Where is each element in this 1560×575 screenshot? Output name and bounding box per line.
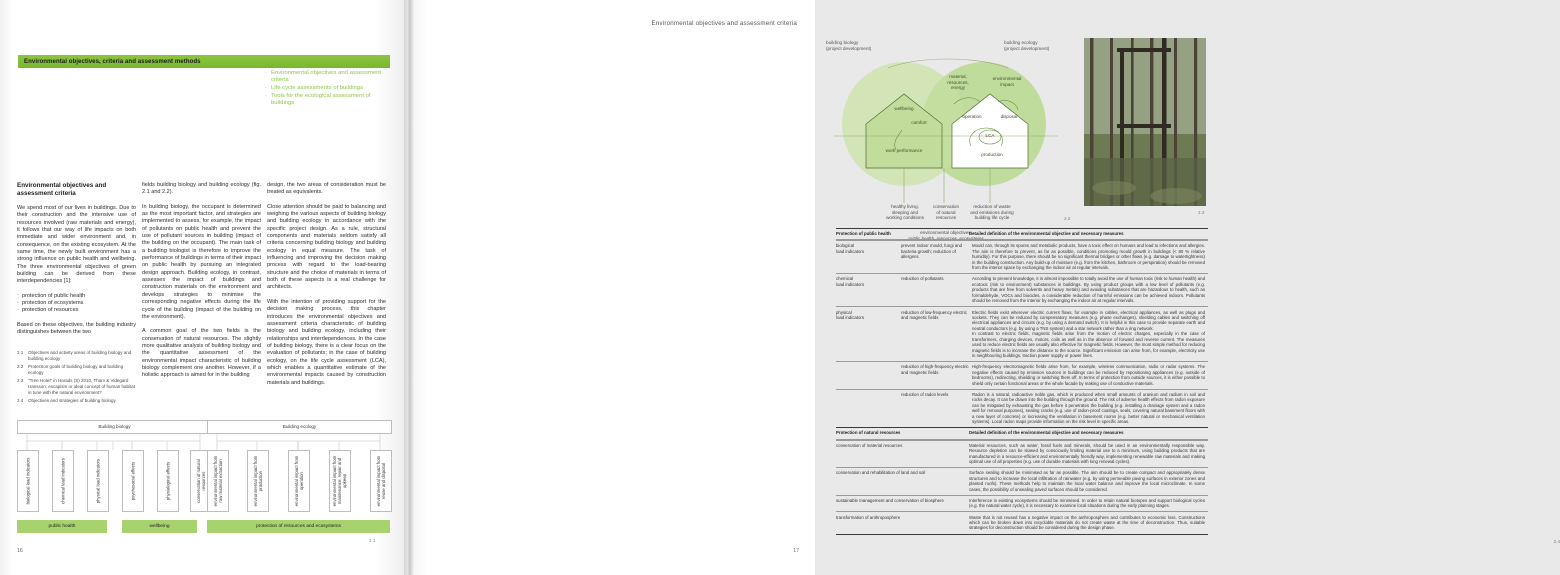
- table-cell-criterion: conservation and rehabilitation of land and soil: [836, 470, 926, 476]
- table-cell-criterion: conservation of material resources: [836, 442, 903, 448]
- group-title-building-biology: [17, 420, 212, 434]
- table-row: [836, 306, 1208, 361]
- figure-2-1-diagram: [17, 420, 390, 543]
- caption-number: 2.3: [17, 378, 24, 383]
- venn-label-building-ecology: building ecology (project development): [1004, 40, 1050, 51]
- table-cell-definition: Electric fields exist wherever electric current flows, for example in cables, electrical appliances, as well as plugs and sockets. They can be reduced by compensatory measures (e.g. phase exchanges), shielding cables and switching off electrical appliances and circuits (e.g. by using a demand switch). It is helpful in this case to provide separate earth and neutral conductors (e.g. by using a TNS system) and a star network rather than a ring network. In contrast to electric fields, magnetic fields arise from the motion of electric charges, especially in the case of transformers, charging devices, motors, coils as well as in the absence of forward and reverse current. The measures used to reduce electric fields are usually also effective for magnetic fields. However, the most simple method for reducing magnetic fields is to increase the distance to the source. Significant emission can arise from, for example, electricity use in neighbouring buildings, traction power supply or power lines.: [972, 309, 1205, 359]
- table-cell-criterion: sustainable management and conservation of biosphere: [836, 497, 944, 503]
- figure-box: [370, 450, 392, 512]
- figure-box: [87, 450, 109, 512]
- figure-box-label: chemical load indicators: [60, 458, 66, 504]
- chapter-toc-item: · Environmental objectives and assessment criteria: [265, 70, 395, 85]
- table-header-cell: Protection of natural resources: [836, 430, 901, 436]
- paragraph: Close attention should be paid to balancing and weighing the various aspects of building biology and building ecology in accordance with the specific project design. As a rule, structural components and materials seldom satisfy all criteria concerning building biology and building ecology in equal measure. The task of influencing and improving the decision making process with regard to the load-bearing structure and the choice of materials in terms of both of these aspects is a real challenge for architects.: [267, 203, 386, 291]
- paragraph: We spend most of our lives in buildings. Due to their construction and the intensive use of resources involved (raw materials and energy), it follows that our way of life impacts on both immediate and wider environment and, in consequence, on the existing ecosystem. At the same time, the newly built environment has a strong influence on public health and wellbeing. The three environmental objectives of green building can be derived from these interdependencies [1]:: [17, 205, 136, 285]
- green-bar-resources-ecosystems: [207, 520, 390, 533]
- figure-box: [288, 450, 310, 512]
- figure-number: 2.3: [1198, 210, 1205, 215]
- table-cell-definition: Mould can, through its spores and metabolic products, have a toxic effect on humans and lead to infections and allergies. The aim is therefore to prevent, as far as possible, conditions promoting mould growth in buildings (< 80 % relative humidity). For this purpose, there should be no significant thermal bridges or other flaws (e.g. damage to watertightness) in the building construction. Any build-up of moisture (e.g. from the kitchen, bathroom or perspiration) should be removed from the interior space by exchanging the indoor air at regular intervals.: [972, 243, 1205, 271]
- venn-inner-production: production: [981, 152, 1003, 157]
- table-cell-criterion: biological load indicators: [836, 243, 865, 254]
- table-cell-definition: Waste that is not reused has a negative impact on the anthroposphere and contributes to economic loss. Constructions which can be broken down into recyclable materials do not create waste at the time of deconstruction. Thus, suitable strategies for deconstruction should be considered during the design phase.: [969, 514, 1205, 531]
- figure-box: [157, 450, 179, 512]
- right-page: [408, 0, 1560, 575]
- table-cell-measure: reduction of low-frequency electric and magnetic fields: [901, 309, 967, 320]
- figure-box: [122, 450, 144, 512]
- table-row: [836, 361, 1208, 389]
- table-number: 2.4: [1553, 538, 1560, 544]
- caption-text: "Tree Hotel" in Harads (S) 2010, Tham & Videgard Hansson: escapism or ideal concept of human habitat in tune with the natural environment?: [28, 378, 136, 395]
- venn-inner-comfort: comfort: [911, 120, 927, 125]
- venn-inner-lca: LCA: [985, 133, 995, 138]
- paragraph: In building biology, the occupant is determined as the most important factor, and strategies are implemented to assess, for example, the impact of pollutants on public health and prevent the use of pollutant sources in building (impact of the building on the occupant). The main task of a building biologist is therefore to improve the performance of buildings in terms of their impact on public health by pursuing an integrated design approach. Building ecology, in contrast, assesses the impact of buildings and construction materials on the environment and develops strategies to minimise the corresponding negative effects during the life cycle of the building (impact of the building on the environment).: [142, 203, 261, 320]
- caption-number: 2.2: [17, 364, 24, 369]
- figure-box: [52, 450, 74, 512]
- figure-number: 2.2: [1064, 216, 1071, 221]
- table-row: [836, 511, 1208, 534]
- figure-box-label: environmental impact from maintenance, repair and upkeep: [332, 455, 348, 507]
- chapter-title-bar: [18, 55, 390, 68]
- figure-box-label: environmental impact from reuse and disposal: [375, 455, 386, 507]
- table-cell-definition: Radon is a natural, radioactive noble gas, which is produced when small amounts of uranium and radium in soil and rocks decay. It can be drawn into the building through the ground. The risk of adverse health effects from radon exposure can be mitigated by exhausting the gas before it penetrates the building (e.g. installing a drainage system and a radon well for removal purposes), sealing cracks (e.g. use of radon-proof coatings, seals, covering natural basement floors with a new layer of concrete) or increasing the ventilation in basement rooms (e.g. better natural or mechanical ventilation systems). Local radon maps provide information on the risk level in specific areas.: [972, 391, 1205, 425]
- table-cell-measure: prevent indoor mould, fungi and bacteria growth; reduction of allergens: [901, 243, 963, 260]
- venn-inner-disposal: disposal: [1000, 114, 1018, 119]
- page-number-left: 16: [17, 548, 23, 554]
- table-row: [836, 240, 1208, 273]
- caption-text: Protection goals of building biology and building ecology: [28, 364, 124, 375]
- figure-box-label: environmental impact from raw material extraction: [212, 455, 223, 507]
- table-row: [836, 273, 1208, 306]
- figure-box: [329, 450, 351, 512]
- table-header-cell: Protection of public health: [836, 231, 891, 237]
- chapter-toc-item: · Tools for the ecological assessment of buildings: [265, 93, 395, 108]
- venn-label-material-resources-energy: material, resources, energy: [947, 74, 969, 91]
- body-column-3: [267, 182, 386, 394]
- table-row: [836, 440, 1208, 468]
- body-column-2: [142, 182, 261, 387]
- caption-text: Objectives and strategies of building biology: [28, 397, 116, 403]
- environmental-objectives-table: [836, 228, 1560, 544]
- group-title-label: Building biology: [98, 424, 131, 430]
- page-number-right: 17: [793, 548, 799, 554]
- table-header-cell: Detailed definition of the environmental objective and necessary measures: [969, 430, 1124, 436]
- paragraph: fields building biology and building ecology (fig. 2.1 and 2.2).: [142, 182, 261, 196]
- table-cell-definition: Material resources, such as water, fossil fuels and minerals, should be used in an environmentally responsible way. Resource depletion can be slowed by consciously limiting material use to a minimum, using building products that are manufactured in a resource-efficient and environmentally friendly way, implementing renewable raw materials and making optimal use of all properties (e.g. use of durable materials with long renewal cycles).: [969, 442, 1205, 465]
- article-heading: Environmental objectives and assessment criteria: [17, 182, 107, 197]
- green-bar-label: public health: [48, 523, 76, 529]
- figure-caption: [17, 364, 139, 376]
- table-cell-definition: Surface sealing should be minimised as far as possible. The aim should be to create compact and appropriately dense structures and to increase the local infiltration of rainwater (e.g. by using permeable paving surfaces in exterior zones and planted roofs). These methods help to maintain the local water balance and improve the local microclimate. In some cases, the possibility of unsealing paved surfaces should be considered.: [969, 470, 1205, 492]
- figure-box: [247, 450, 269, 512]
- table-row: [836, 389, 1208, 428]
- left-page: [0, 0, 408, 575]
- table-cell-criterion: physical load indicators: [836, 309, 865, 320]
- caption-number: 2.4: [17, 397, 24, 403]
- figure-box-label: physical load indicators: [95, 458, 101, 504]
- forest-photo-graphic: [1084, 38, 1206, 206]
- table-header-row: [836, 228, 1208, 240]
- figure-box-label: environmental impact from operation: [293, 455, 304, 507]
- figure-box-label: physiological effects: [165, 461, 171, 501]
- chapter-toc-item: · Life cycle assessments of buildings: [265, 85, 395, 92]
- table-cell-criterion: [836, 390, 901, 428]
- objective-item: · protection of public health: [17, 293, 136, 300]
- objectives-list: [17, 293, 136, 315]
- paragraph: Based on these objectives, the building industry distinguishes between the two: [17, 321, 136, 336]
- table-row: [836, 467, 1208, 495]
- running-head: Environmental objectives and assessment criteria: [651, 20, 797, 27]
- venn-inner-operation: operation: [962, 114, 982, 119]
- figure-box-label: biological load indicators: [25, 457, 31, 505]
- book-gutter-shadow: [404, 0, 414, 575]
- venn-callout-healthy-living: healthy living, sleeping and working conditions: [886, 204, 924, 221]
- paragraph: With the intention of providing support for the decision making process, this chapter introduces the environmental objectives and assessment criteria characteristic of building biology and building ecology, including their relationships and interdependences. In the case of building biology, there is a clear focus on the evaluation of pollutants; in the case of building ecology, on the life cycle assessment (LCA), which enables a quantitative estimate of the environmental impacts caused by construction materials and buildings.: [267, 298, 386, 386]
- caption-text: Objectives and activity areas of building biology and building ecology: [28, 350, 132, 361]
- green-bar-label: protection of resources and ecosystems: [256, 523, 341, 529]
- table-cell-criterion: transformation of anthroposphere: [836, 514, 901, 520]
- body-column-1: [17, 182, 136, 344]
- figure-box-label: environmental impact from production: [252, 455, 263, 507]
- table-cell-definition: High-frequency electromagnetic fields arise from, for example, wireless communication, radio or radar systems. The negative effects caused by emission sources in buildings can be reduced by repositioning appliances (e.g. outside of bedrooms), redirecting, shielding or switching them off. In terms of protection from outside sources, it is either possible to shield only certain functional areas or the whole facade by making use of conductive materials.: [972, 364, 1205, 386]
- figure-box: [17, 450, 39, 512]
- objective-item: · protection of ecosystems: [17, 300, 136, 307]
- figure-captions-list: [17, 350, 139, 406]
- paragraph: design, the two areas of consideration must be treated as equivalents.: [267, 182, 386, 196]
- green-bar-label: wellbeing: [149, 523, 170, 529]
- figure-caption: [17, 378, 139, 396]
- paragraph: A common goal of the two fields is the conservation of natural resources. The slightly more qualitative analysis of building biology and the quantitative assessment of the environmental impact characteristic of building biology complement one another. However, if a holistic approach is aimed for in the building: [142, 328, 261, 379]
- photo-tree-hotel: [1084, 38, 1206, 206]
- green-bar-wellbeing: [122, 520, 197, 533]
- table-cell-definition: According to present knowledge, it is almost impossible to totally avoid the use of human toxic (risk to human health) and ecotoxic (risk to environment) substances in buildings. By using product groups with a low level of pollutants (e.g. products that are free from solvents and heavy metals) and avoiding substances that are hazardous to health, such as formaldehyde, VOCs and biocides, a considerable reduction of harmful emissions can be achieved indoors. Pollutants should be removed from the interior by exchanging the indoor air at regular intervals.: [972, 276, 1205, 304]
- table-cell-criterion: [836, 362, 901, 389]
- table-cell-measure: reduction of pollutants: [901, 276, 944, 282]
- figure-box-label: psychosocial effects: [130, 461, 136, 501]
- figure-caption: [17, 398, 139, 404]
- venn-callout-conservation: conservation of natural resources: [932, 204, 960, 221]
- figure-box-label: conservation of natural resources: [195, 459, 206, 503]
- venn-inner-work-performance: work performance: [885, 148, 923, 153]
- figure-box: [207, 450, 229, 512]
- venn-label-environmental-impact: environmental impact: [992, 76, 1022, 87]
- table-row: [836, 495, 1208, 512]
- group-title-building-ecology: [207, 420, 392, 434]
- venn-label-building-biology: building biology (project development): [826, 40, 872, 51]
- venn-bottom-caption: environmental objectives: public health, resources, ecosystems: [908, 230, 984, 241]
- objective-item: · protection of resources: [17, 307, 136, 314]
- green-bar-public-health: [17, 520, 107, 533]
- caption-number: 2.1: [17, 350, 24, 355]
- table-cell-criterion: chemical load indicators: [836, 276, 865, 287]
- table-cell-measure: reduction of radon levels: [901, 391, 949, 397]
- table-section-header-row: [836, 427, 1208, 439]
- venn-inner-wellbeing: wellbeing: [894, 106, 914, 111]
- venn-graphic: [826, 38, 1076, 220]
- table-header-cell: Detailed definition of the environmental objective and necessary measures: [969, 231, 1124, 237]
- table-cell-definition: Interference in existing ecosystems should be minimised. In order to retain natural biotopes and support biological cycles (e.g. the natural water cycle), it is necessary to examine local situations during the early planning stages.: [969, 497, 1205, 509]
- figure-number: 2.1: [369, 538, 376, 543]
- chapter-contents-list: [265, 70, 395, 108]
- table-cell-measure: reduction of high-frequency electric and magnetic fields: [901, 364, 969, 375]
- figure-caption: [17, 350, 139, 362]
- chapter-title-text: Environmental objectives, criteria and assessment methods: [24, 58, 201, 66]
- group-title-label: Building ecology: [282, 424, 317, 430]
- venn-callout-waste-reduction: reduction of waste and emissions during building life cycle: [970, 204, 1014, 221]
